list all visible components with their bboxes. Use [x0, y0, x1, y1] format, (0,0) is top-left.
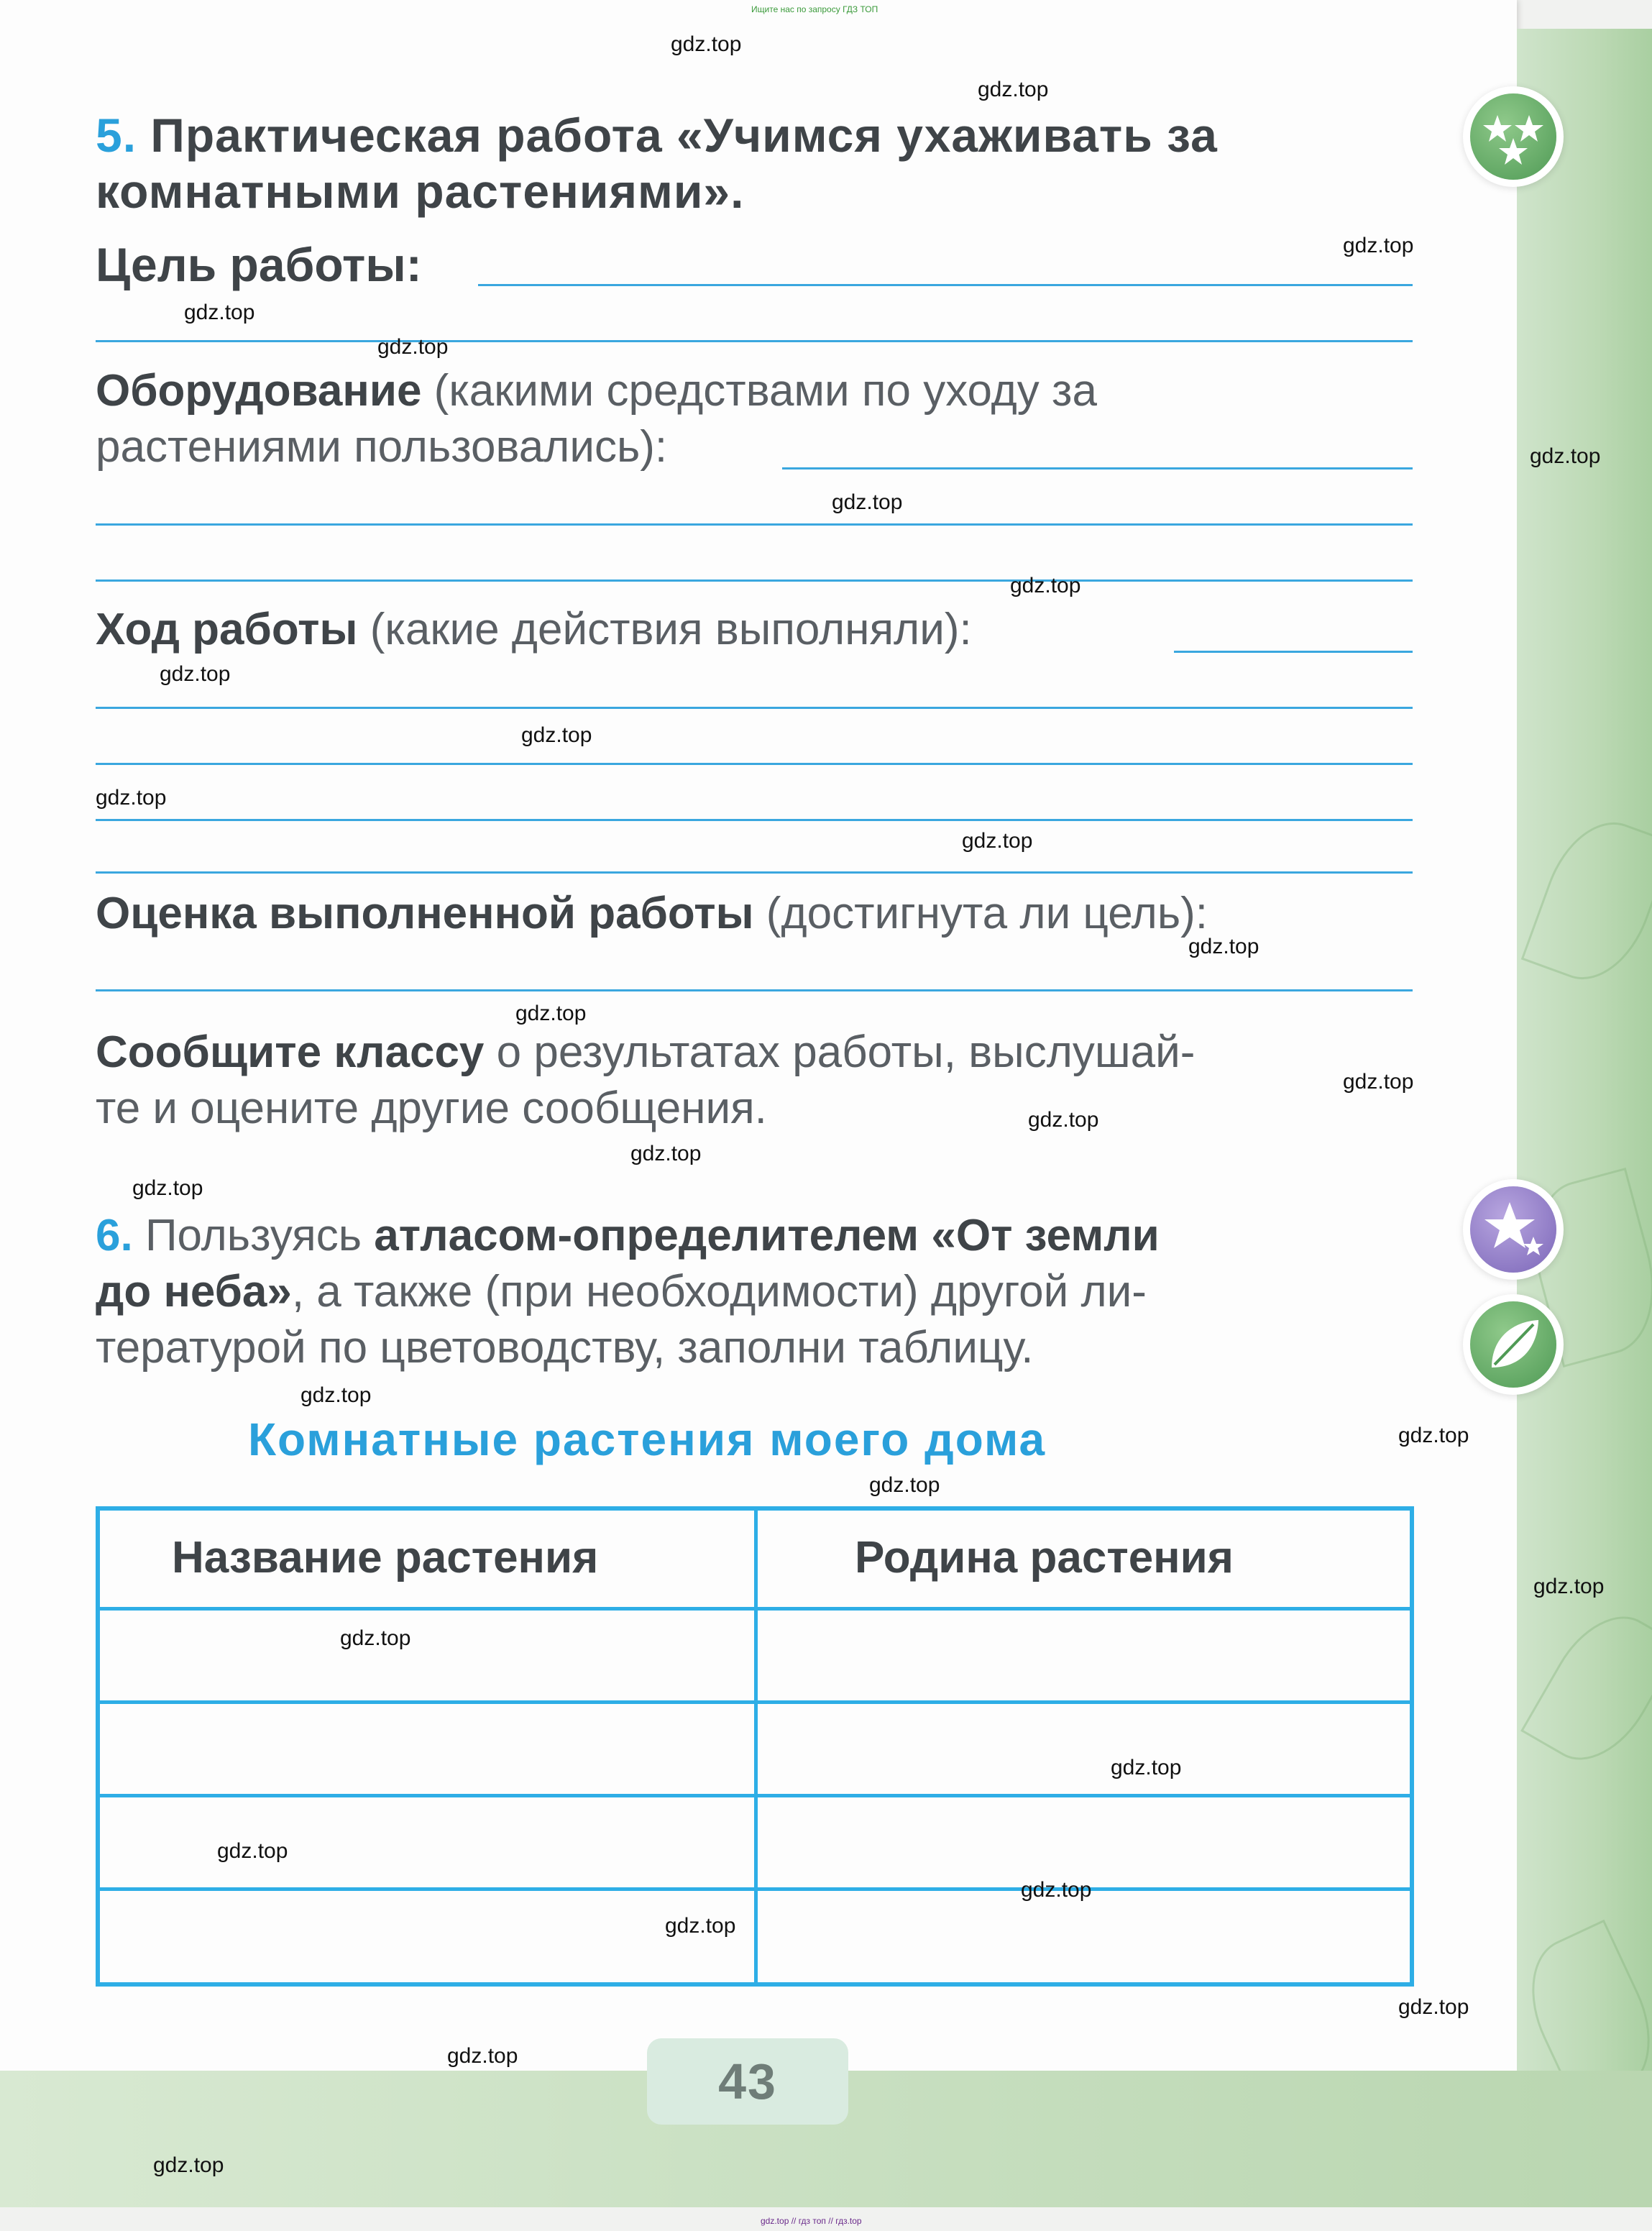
progress-answer-line-3[interactable]: [96, 763, 1413, 765]
table-cell-name-4[interactable]: [100, 1891, 751, 1981]
equipment-label: Оборудование: [96, 366, 422, 416]
watermark: gdz.top: [340, 1626, 411, 1650]
report-bold: Сообщите классу: [96, 1027, 485, 1077]
task5-number: 5.: [96, 109, 137, 162]
watermark: gdz.top: [184, 301, 255, 324]
table-cell-homeland-4[interactable]: [758, 1891, 1408, 1981]
progress-answer-line-5[interactable]: [96, 871, 1413, 874]
watermark: gdz.top: [1021, 1878, 1092, 1902]
progress-line: [96, 604, 972, 655]
task6-line1: [96, 1210, 1160, 1261]
table-cell-name-1[interactable]: [100, 1611, 751, 1700]
report-line2: те и оцените другие сообщения.: [96, 1084, 767, 1133]
task6-number: 6.: [96, 1211, 133, 1260]
watermark: gdz.top: [665, 1914, 736, 1938]
task6-line2: [96, 1266, 1147, 1317]
watermark: gdz.top: [160, 662, 231, 686]
evaluation-hint: (достигнута ли цель):: [766, 889, 1208, 938]
watermark: gdz.top: [1398, 1424, 1469, 1447]
watermark: gdz.top: [1533, 1575, 1605, 1598]
watermark: gdz.top: [96, 786, 167, 810]
task6-plain-1: Пользуясь: [144, 1211, 362, 1260]
equipment-answer-line-2[interactable]: [96, 523, 1413, 526]
equipment-hint-1: (какими средствами по уходу за: [433, 366, 1097, 416]
progress-answer-line-2[interactable]: [96, 707, 1413, 709]
header-plant-name: Название растения: [172, 1533, 599, 1582]
watermark: gdz.top: [153, 2153, 224, 2177]
progress-label: Ход работы: [96, 605, 358, 654]
watermark: gdz.top: [132, 1176, 203, 1200]
goal-answer-line-2[interactable]: [96, 340, 1413, 342]
goal-answer-line-1[interactable]: [478, 284, 1413, 286]
watermark: gdz.top: [671, 32, 742, 56]
watermark: gdz.top: [1343, 234, 1414, 257]
watermark: gdz.top: [1188, 935, 1259, 958]
page-number: 43: [718, 2053, 777, 2109]
watermark: gdz.top: [217, 1839, 288, 1863]
evaluation-answer-line[interactable]: [96, 989, 1413, 991]
leaf-badge-icon: [1470, 1301, 1556, 1388]
watermark: gdz.top: [1028, 1108, 1099, 1132]
goal-label: Цель работы:: [96, 238, 422, 291]
star-glyph: [1470, 1186, 1556, 1273]
report-rest: о результатах работы, выслушай-: [496, 1027, 1196, 1077]
footer-watermark: gdz.top // гдз топ // гдз.top: [761, 2216, 862, 2226]
equipment-hint-2: растениями пользовались):: [96, 422, 668, 472]
watermark: gdz.top: [377, 335, 449, 359]
task5-title-line2: комнатными растениями».: [96, 165, 745, 218]
evaluation-line: [96, 888, 1208, 939]
watermark: gdz.top: [962, 829, 1033, 853]
table-cell-homeland-3[interactable]: [758, 1797, 1408, 1887]
page-number-box: [647, 2038, 848, 2125]
header-watermark: Ищите нас по запросу ГДЗ ТОП: [751, 4, 878, 14]
equipment-line1: [96, 365, 1097, 416]
equipment-answer-line-1[interactable]: [782, 467, 1413, 469]
stars-badge-icon: [1470, 93, 1556, 180]
table-cell-name-2[interactable]: [100, 1704, 751, 1794]
watermark: gdz.top: [447, 2044, 518, 2068]
watermark: gdz.top: [515, 1002, 587, 1025]
task6-bold-1: атласом-определителем «От земли: [374, 1211, 1160, 1260]
star-badge-icon: [1470, 1186, 1556, 1273]
header-plant-homeland: Родина растения: [855, 1533, 1234, 1582]
watermark: gdz.top: [978, 78, 1049, 101]
progress-answer-line-4[interactable]: [96, 819, 1413, 821]
task6-bold-2: до неба»: [96, 1267, 292, 1316]
task6-line3: тературой по цветоводству, заполни таблицу.: [96, 1323, 1034, 1373]
watermark: gdz.top: [521, 723, 592, 747]
plants-table: [96, 1506, 1414, 1987]
table-title: Комнатные растения моего дома: [247, 1414, 1047, 1465]
progress-hint: (какие действия выполняли):: [370, 605, 972, 654]
report-line1: [96, 1027, 1195, 1078]
leaf-glyph: [1470, 1301, 1556, 1388]
side-decoration: [1517, 29, 1652, 2207]
task6-plain-2: , а также (при необходимости) другой ли-: [291, 1267, 1147, 1316]
equipment-answer-line-3[interactable]: [96, 579, 1413, 582]
watermark: gdz.top: [1343, 1070, 1414, 1094]
watermark: gdz.top: [1398, 1995, 1469, 2019]
watermark: gdz.top: [1530, 444, 1601, 468]
watermark: gdz.top: [1111, 1756, 1182, 1779]
progress-answer-line-1[interactable]: [1174, 651, 1413, 653]
watermark: gdz.top: [300, 1383, 372, 1407]
table-cell-homeland-2[interactable]: [758, 1704, 1408, 1794]
stars-glyph: [1470, 93, 1556, 180]
table-cell-name-3[interactable]: [100, 1797, 751, 1887]
task5-title-text: Практическая работа «Учимся ухаживать за: [150, 109, 1218, 162]
watermark: gdz.top: [630, 1142, 702, 1165]
watermark: gdz.top: [869, 1473, 940, 1497]
watermark: gdz.top: [1010, 574, 1081, 597]
watermark: gdz.top: [832, 490, 903, 514]
table-cell-homeland-1[interactable]: [758, 1611, 1408, 1700]
task5-title-line1: [96, 108, 1218, 162]
evaluation-label: Оценка выполненной работы: [96, 889, 754, 938]
